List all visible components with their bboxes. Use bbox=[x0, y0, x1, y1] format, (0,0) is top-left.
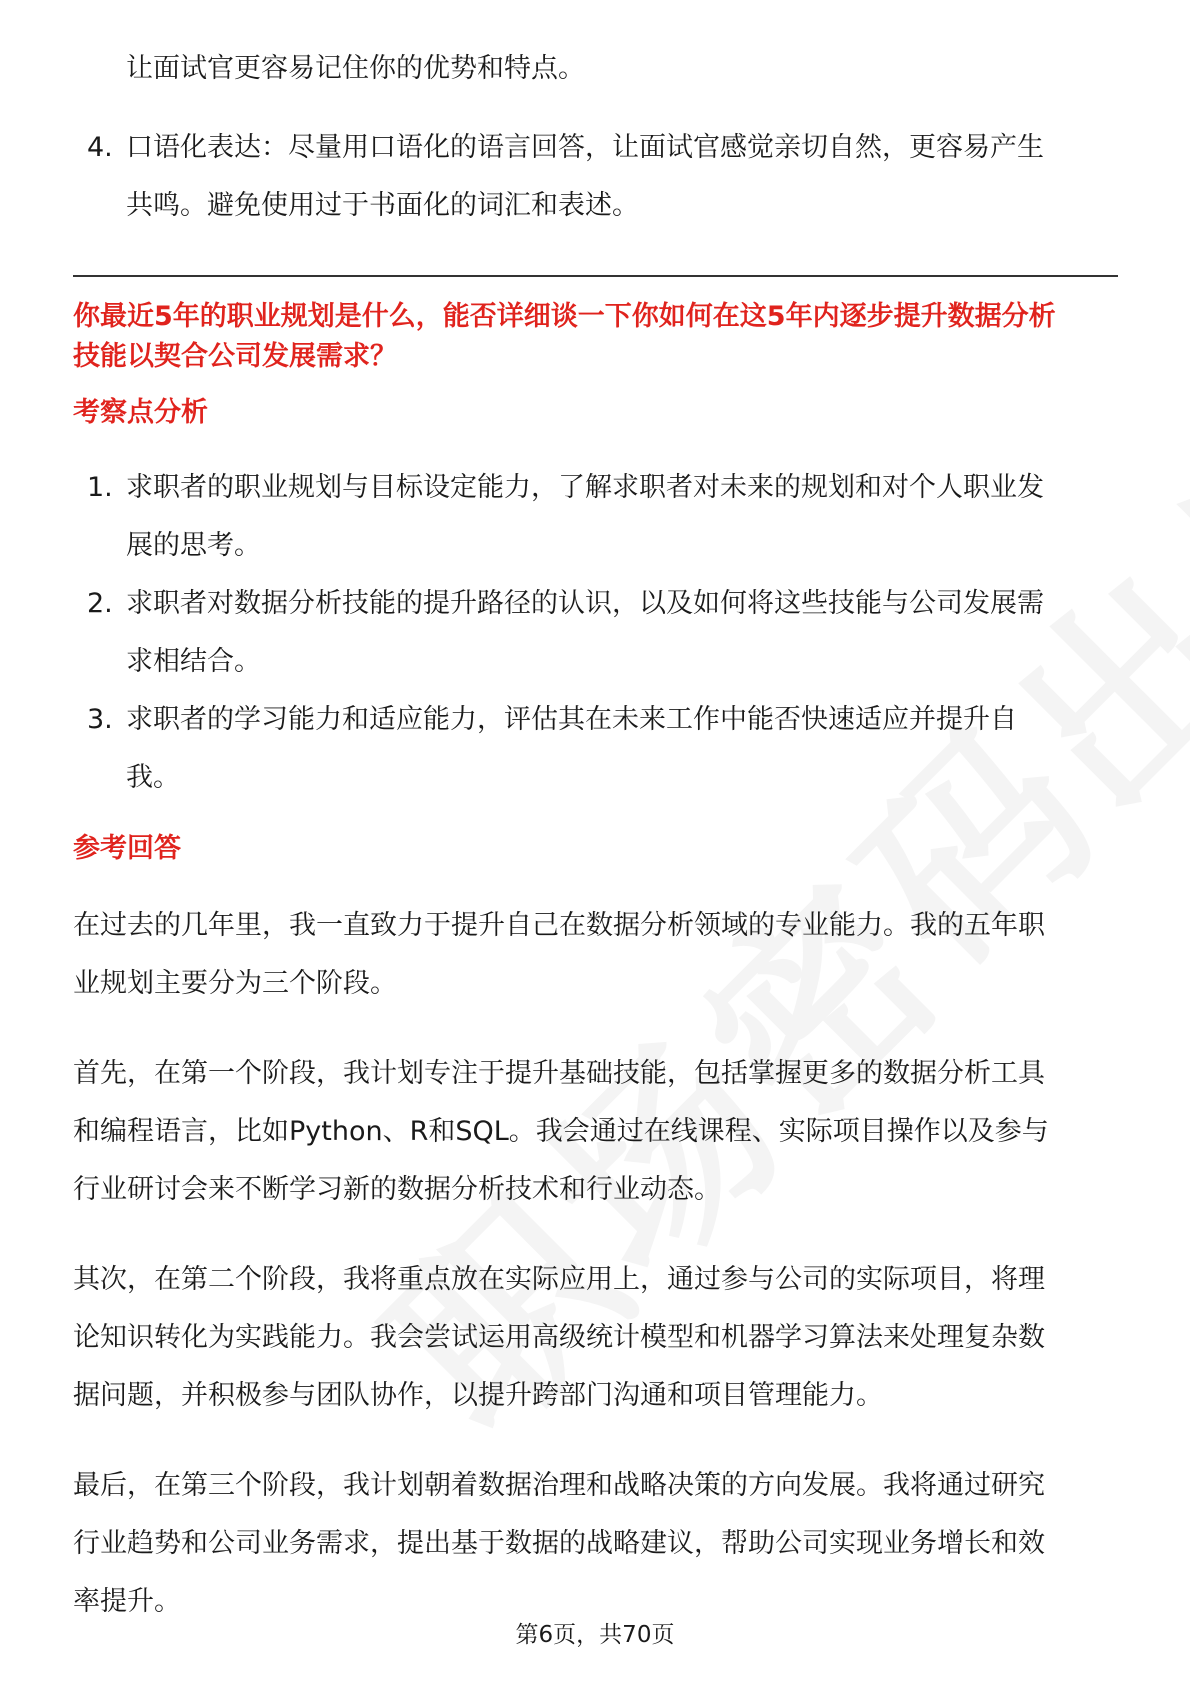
list-text-line: 求职者的学习能力和适应能力，评估其在未来工作中能否快速适应并提升自 bbox=[126, 704, 1017, 735]
question-line: 你最近5年的职业规划是什么，能否详细谈一下你如何在这5年内逐步提升数据分析 bbox=[73, 301, 1056, 332]
list-number: 2. bbox=[87, 588, 113, 619]
question-title bbox=[73, 297, 1118, 377]
analysis-list bbox=[73, 459, 1118, 807]
list-item-1 bbox=[73, 459, 1118, 575]
answer-paragraph-2 bbox=[73, 1045, 1118, 1219]
list-text-line: 我。 bbox=[126, 762, 180, 793]
list-text-line: 展的思考。 bbox=[126, 530, 261, 561]
paragraph-line: 其次，在第二个阶段，我将重点放在实际应用上，通过参与公司的实际项目，将理 bbox=[73, 1264, 1045, 1295]
list-number: 3. bbox=[87, 704, 113, 735]
paragraph-line: 率提升。 bbox=[73, 1586, 181, 1617]
answer-paragraph-4 bbox=[73, 1457, 1118, 1631]
paragraph-line: 业规划主要分为三个阶段。 bbox=[73, 968, 397, 999]
paragraph-line: 据问题，并积极参与团队协作，以提升跨部门沟通和项目管理能力。 bbox=[73, 1380, 883, 1411]
paragraph-line: 最后，在第三个阶段，我计划朝着数据治理和战略决策的方向发展。我将通过研究 bbox=[73, 1470, 1045, 1501]
carryover-line: 让面试官更容易记住你的优势和特点。 bbox=[126, 53, 585, 84]
list-text-line: 求相结合。 bbox=[126, 646, 261, 677]
paragraph-line: 行业研讨会来不断学习新的数据分析技术和行业动态。 bbox=[73, 1174, 721, 1205]
list-item-3 bbox=[73, 691, 1118, 807]
list-item-2 bbox=[73, 575, 1118, 691]
answer-paragraph-1 bbox=[73, 897, 1118, 1013]
answer-heading: 参考回答 bbox=[73, 833, 181, 864]
question-line: 技能以契合公司发展需求？ bbox=[73, 341, 397, 372]
paragraph-line: 首先，在第一个阶段，我计划专注于提升基础技能，包括掌握更多的数据分析工具 bbox=[73, 1058, 1045, 1089]
page-number: 第6页，共70页 bbox=[515, 1622, 675, 1648]
list-text-line: 求职者的职业规划与目标设定能力，了解求职者对未来的规划和对个人职业发 bbox=[126, 472, 1044, 503]
list-text-line: 口语化表达：尽量用口语化的语言回答，让面试官感觉亲切自然，更容易产生 bbox=[126, 132, 1044, 163]
list-text-line: 共鸣。避免使用过于书面化的词汇和表述。 bbox=[126, 190, 639, 221]
paragraph-line: 行业趋势和公司业务需求，提出基于数据的战略建议，帮助公司实现业务增长和效 bbox=[73, 1528, 1045, 1559]
paragraph-line: 和编程语言，比如Python、R和SQL。我会通过在线课程、实际项目操作以及参与 bbox=[73, 1116, 1049, 1147]
answer-paragraph-3 bbox=[73, 1251, 1118, 1425]
list-number: 4. bbox=[87, 132, 113, 163]
paragraph-line: 在过去的几年里，我一直致力于提升自己在数据分析领域的专业能力。我的五年职 bbox=[73, 910, 1045, 941]
list-number: 1. bbox=[87, 472, 113, 503]
content-area bbox=[73, 40, 1118, 1631]
paragraph-line: 论知识转化为实践能力。我会尝试运用高级统计模型和机器学习算法来处理复杂数 bbox=[73, 1322, 1045, 1353]
analysis-heading: 考察点分析 bbox=[73, 397, 208, 428]
list-text-line: 求职者对数据分析技能的提升路径的认识，以及如何将这些技能与公司发展需 bbox=[126, 588, 1044, 619]
list-item-4 bbox=[73, 119, 1118, 235]
